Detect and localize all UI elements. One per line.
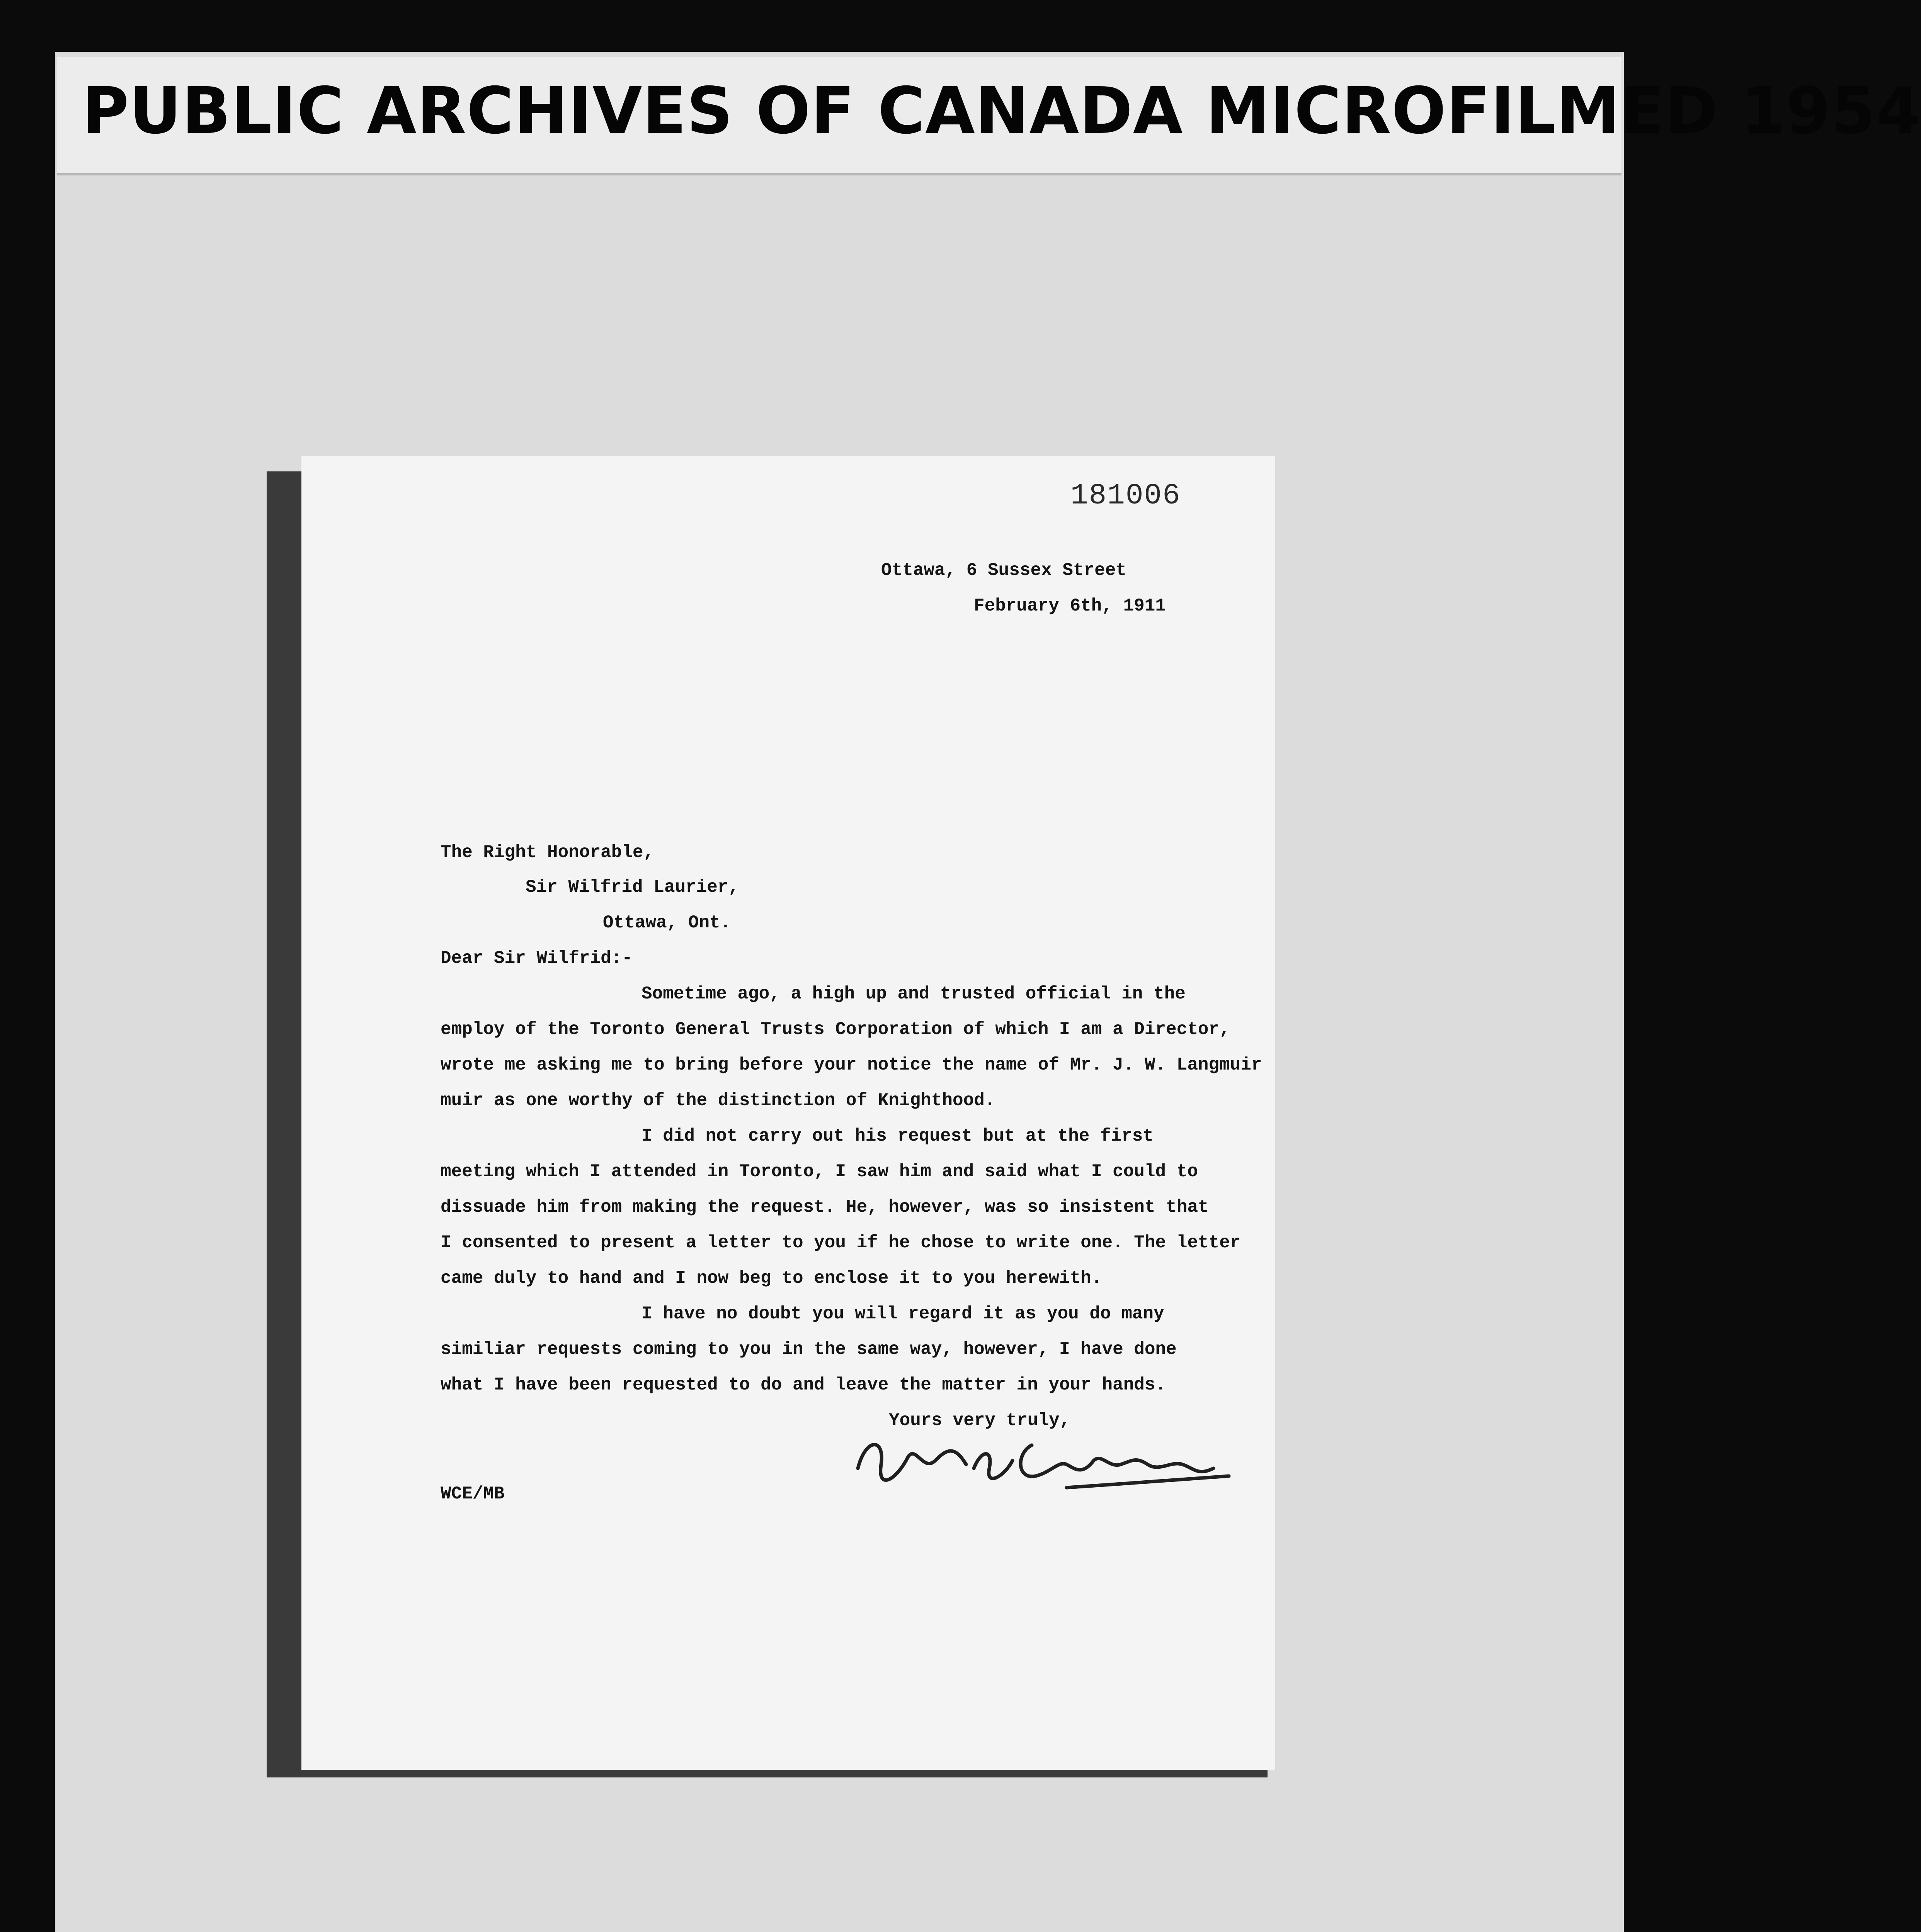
sender-address: Ottawa, 6 Sussex Street [881,560,1126,580]
body-line: muir as one worthy of the distinction of Knighthood. [441,1090,995,1111]
recipient-line: Ottawa, Ont. [603,913,731,933]
body-line: wrote me asking me to bring before your notice the name of Mr. J. W. Langmuir [441,1055,1262,1075]
body-line: I did not carry out his request but at the first [641,1126,1154,1146]
recipient-line: The Right Honorable, [441,842,654,862]
body-line: came duly to hand and I now beg to enclose it to you herewith. [441,1268,1102,1288]
body-line: meeting which I attended in Toronto, I saw him and said what I could to [441,1162,1198,1182]
body-line: employ of the Toronto General Trusts Corporation of which I am a Director, [441,1019,1230,1039]
body-line: Sometime ago, a high up and trusted official in the [641,984,1186,1004]
letter-page [301,456,1275,1770]
reference-initials: WCE/MB [441,1484,505,1504]
handwritten-signature [850,1422,1237,1499]
body-line: I consented to present a letter to you if he chose to write one. The letter [441,1233,1241,1253]
closing: Yours very truly, [889,1410,1070,1430]
archive-header-title: PUBLIC ARCHIVES OF CANADA MICROFILMED 1954 [82,74,1921,148]
body-line: dissuade him from making the request. He, however, was so insistent that [441,1197,1209,1217]
body-line: similiar requests coming to you in the same way, however, I have done [441,1339,1177,1359]
document-number: 181006 [1070,479,1181,512]
archive-header [57,57,1921,175]
recipient-line: Sir Wilfrid Laurier, [526,877,739,897]
body-line: what I have been requested to do and leave the matter in your hands. [441,1375,1166,1395]
letter-date: February 6th, 1911 [974,596,1166,616]
salutation: Dear Sir Wilfrid:- [441,948,633,968]
body-line: I have no doubt you will regard it as you do many [641,1304,1164,1324]
